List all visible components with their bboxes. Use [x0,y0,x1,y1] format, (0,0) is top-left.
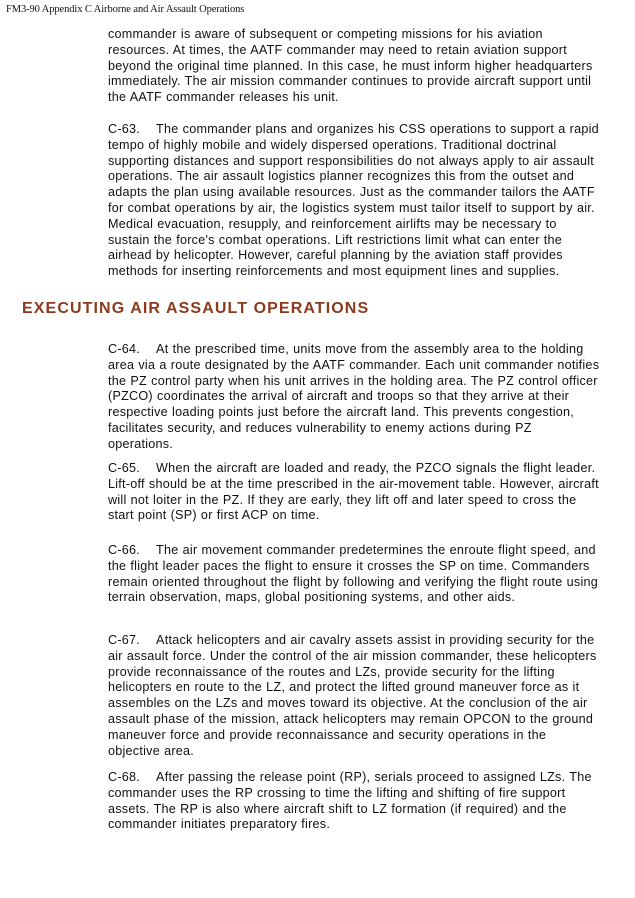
paragraph-text: At the prescribed time, units move from the assembly area to the holding area via a route designated by the AATF commander. Each unit commander notifies the PZ control party when his unit arrives in the holding area. The PZ control officer (PZCO) coordinates the arrival of aircraft and troops so that they arrive at their respective loading points just before the aircraft land. This prevents congestion, facilitates security, and reduces vulnerability to enemy actions during PZ operations. [108,342,600,451]
paragraph-c-68 [108,770,600,833]
paragraph-text: When the aircraft are loaded and ready, the PZCO signals the flight leader. Lift-off should be at the time prescribed in the air-movement table. However, aircraft will not loiter in the PZ. If they are early, they lift off and later speed to cross the start point (SP) or first ACP on time. [108,461,599,523]
paragraph-text: After passing the release point (RP), serials proceed to assigned LZs. The commander uses the RP crossing to time the lifting and shifting of fire support assets. The RP is also where aircraft shift to LZ formation (if required) and the commander initiates preparatory fires. [108,770,592,832]
paragraph-text: commander is aware of subsequent or competing missions for his aviation resources. At times, the AATF commander may need to retain aviation support beyond the original time planned. In this case, he must inform higher headquarters immediately. The air mission commander continues to provide aircraft support until the AATF commander releases his unit. [108,27,593,105]
paragraph-number: C-66. [108,543,141,557]
paragraph-c-65 [108,461,600,524]
paragraph-number: C-64. [108,342,141,356]
paragraph-number: C-63. [108,122,141,136]
paragraph-c-63 [108,122,600,280]
paragraph-c-66 [108,543,600,606]
paragraph-c-64 [108,342,600,453]
paragraph-c-67 [108,633,600,759]
running-header: FM3-90 Appendix C Airborne and Air Assault Operations [6,4,245,15]
paragraph-text: Attack helicopters and air cavalry assets assist in providing security for the air assault force. Under the control of the air mission commander, these helicopters provide reconnaissance of the routes and LZs, provide security for the lifting helicopters en route to the LZ, and protect the lifted ground maneuver force as it assembles on the LZs and moves toward its objective. At the conclusion of the air assault phase of the mission, attack helicopters may remain OPCON to the ground maneuver force and provide reconnaissance and security operations in the objective area. [108,633,597,758]
paragraph-text: The air movement commander predetermines the enroute flight speed, and the flight leader paces the flight to ensure it crosses the SP on time. Commanders remain oriented throughout the flight by following and verifying the flight route using terrain observation, maps, global positioning systems, and other aids. [108,543,599,605]
paragraph-continuation [108,27,600,106]
paragraph-text: The commander plans and organizes his CSS operations to support a rapid tempo of highly mobile and widely dispersed operations. Traditional doctrinal supporting distances and support responsibilities do not always apply to air assault operations. The air assault logistics planner recognizes this from the outset and adapts the plan using available resources. Just as the commander tailors the AATF for combat operations by air, the logistics system must tailor itself to support by air. Medical evacuation, resupply, and reinforcement airlifts may be necessary to sustain the force's combat operations. Lift restrictions limit what can enter the airhead by helicopter. However, careful planning by the aviation staff provides methods for inserting reinforcements and most equipment lines and supplies. [108,122,599,279]
paragraph-number: C-68. [108,770,141,784]
section-heading: EXECUTING AIR ASSAULT OPERATIONS [22,300,370,317]
paragraph-number: C-67. [108,633,141,647]
paragraph-number: C-65. [108,461,141,475]
